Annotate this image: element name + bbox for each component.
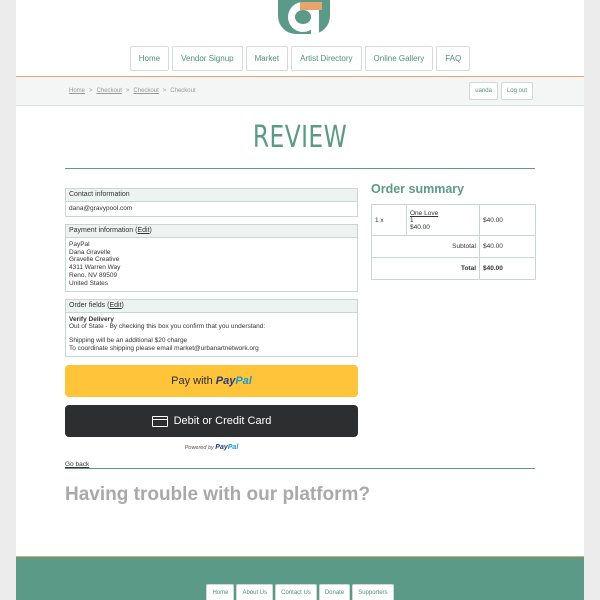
shipping-note: Shipping will be an additional $20 charge: [69, 337, 188, 345]
table-row: [372, 205, 536, 236]
nav-market[interactable]: Market: [246, 46, 288, 71]
trouble-heading: Having trouble with our platform?: [65, 484, 371, 505]
logo-letter-stem: [311, 8, 319, 34]
paypal-button-prefix: Pay with: [171, 375, 213, 387]
table-row: [372, 236, 536, 258]
payment-city: Reno, NV 89509: [69, 271, 118, 279]
order-fields-details: [66, 313, 357, 356]
breadcrumb-checkout-1[interactable]: Checkout: [96, 88, 122, 94]
powered-by-label: Powered by: [184, 445, 214, 451]
footer-nav-home[interactable]: Home: [206, 584, 234, 600]
paypal-button[interactable]: [65, 365, 358, 397]
order-fields-heading-label: Order fields (: [69, 301, 110, 309]
item-quantity: 1 x: [372, 205, 407, 236]
logo-orange-accent: [300, 2, 322, 10]
powered-paypal-pal: Pal: [227, 444, 239, 451]
shipping-contact-note: To coordinate shipping please email market@urbanartnetwork.org: [69, 344, 259, 352]
nav-faq[interactable]: FAQ: [436, 46, 470, 71]
payment-name: Dana Gravelle: [69, 248, 111, 256]
footer-nav-donate[interactable]: Donate: [319, 584, 350, 600]
site-logo[interactable]: [278, 0, 330, 34]
order-summary: [371, 182, 536, 280]
order-summary-title: Order summary: [371, 182, 465, 196]
paypal-logo-pay: Pay: [215, 375, 236, 387]
main-nav: [16, 46, 584, 71]
credit-card-icon: [152, 416, 168, 427]
item-name-link[interactable]: One Love: [410, 209, 439, 217]
powered-by-paypal: [65, 444, 358, 451]
breadcrumb-checkout-2[interactable]: Checkout: [133, 88, 159, 94]
payment-country: United States: [69, 279, 109, 287]
breadcrumb-current: Checkout: [170, 88, 196, 94]
subtotal-label: Subtotal: [372, 236, 480, 258]
verify-delivery-text: Out of State - By checking this box you confirm that you understand:: [69, 323, 266, 331]
order-fields-heading-close: ): [121, 301, 124, 309]
logout-button[interactable]: Log out: [501, 82, 533, 100]
nav-online-gallery[interactable]: Online Gallery: [365, 46, 434, 71]
breadcrumb-separator: >: [162, 88, 167, 94]
verify-delivery-title: Verify Delivery: [69, 315, 114, 323]
page-title: REVIEW: [252, 120, 348, 155]
subtotal-value: $40.00: [480, 236, 536, 258]
page: [16, 0, 584, 600]
footer-nav: [16, 584, 584, 600]
title-divider: [65, 168, 535, 169]
order-fields-edit-link[interactable]: Edit: [109, 301, 122, 309]
review-panes: [65, 188, 358, 364]
nav-home[interactable]: Home: [130, 46, 169, 71]
item-total: $40.00: [480, 205, 536, 236]
order-fields-pane: [65, 299, 358, 357]
breadcrumb-bar: [16, 77, 584, 106]
payment-heading-label: Payment information (: [69, 226, 138, 234]
logo-letter-counter: [295, 10, 311, 24]
content-divider: [65, 468, 535, 469]
order-fields-heading: [66, 300, 357, 313]
footer-nav-supporters[interactable]: Supporters: [352, 584, 393, 600]
payment-edit-link[interactable]: Edit: [137, 226, 150, 234]
powered-paypal-pay: Pay: [215, 444, 228, 451]
contact-heading: Contact information: [66, 189, 357, 202]
payment-heading: [66, 225, 357, 238]
item-unit-price: $40.00: [410, 223, 430, 231]
payment-heading-close: ): [149, 226, 152, 234]
user-controls: [469, 82, 533, 100]
footer-nav-contact-us[interactable]: Contact Us: [275, 584, 317, 600]
card-button-label: Debit or Credit Card: [173, 415, 272, 427]
paypal-logo-pal: Pal: [235, 375, 252, 387]
footer-nav-about-us[interactable]: About Us: [236, 584, 273, 600]
contact-email: dana@gravypool.com: [69, 205, 133, 212]
item-details: [407, 205, 480, 236]
payment-company: Gravelle Creative: [69, 256, 120, 264]
payment-details: [66, 238, 357, 291]
breadcrumb: [69, 88, 196, 94]
total-label: Total: [372, 258, 480, 280]
go-back-link[interactable]: Go back: [65, 461, 90, 468]
nav-artist-directory[interactable]: Artist Directory: [291, 46, 361, 71]
footer: [16, 556, 584, 600]
payment-street: 4311 Warren Way: [69, 264, 121, 272]
breadcrumb-home[interactable]: Home: [69, 88, 86, 94]
user-account-button[interactable]: uanda: [469, 82, 498, 100]
item-count: 1: [410, 216, 414, 224]
breadcrumb-separator: >: [125, 88, 130, 94]
nav-vendor-signup[interactable]: Vendor Signup: [172, 46, 243, 71]
payment-pane: [65, 224, 358, 292]
payment-method: PayPal: [69, 240, 90, 248]
total-value: $40.00: [480, 258, 536, 280]
table-row: [372, 258, 536, 280]
breadcrumb-separator: >: [89, 88, 93, 94]
order-summary-table: [371, 204, 536, 280]
contact-pane: [65, 188, 358, 217]
debit-credit-card-button[interactable]: [65, 405, 358, 437]
